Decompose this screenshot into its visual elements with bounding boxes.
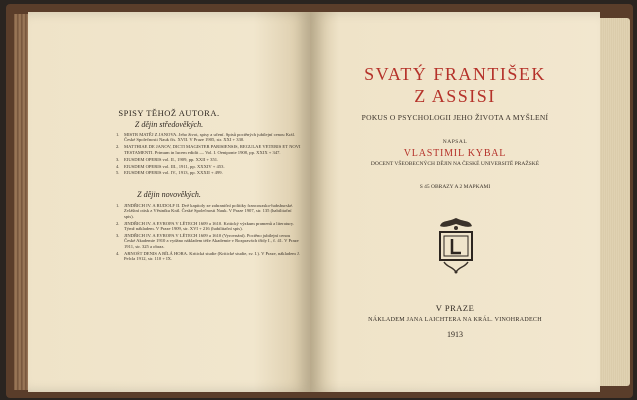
written-by-label: NAPSAL [442, 139, 468, 145]
list-item: 5. EIUSDEM OPERIS vol. IV., 1913, pp. XXXII + 499. [116, 170, 223, 176]
list-item: 4. EIUSDEM OPERIS vol. III., 1911, pp. XXXIV + 453. [116, 163, 225, 169]
author-name: VLASTIMIL KYBAL [403, 148, 507, 159]
list-item: 1. MISTR MATĚJ Z JANOVA. Jeho život, spisy a učení. Spisů poctěných jubilejní cenou Král. České Společnosti Nauk čís. XVII. V Praze 1905, str. XXI + 330. [116, 132, 296, 143]
medieval-works-list [116, 132, 302, 177]
modern-section-title: Z dějin novověkých. [137, 190, 201, 199]
list-item: 1. JINDŘICH IV. A RUDOLF II. Dvě kapitoly ze zahraniční politiky francouzsko-habsburské. Zvláštní otisk z Věstníku Král. České Společnosti Nauk. V Praze 1907, str. 135 (habilitační spis). [116, 203, 294, 219]
left-page-edge [14, 14, 28, 390]
publication-year: 1913 [447, 330, 463, 339]
left-page [28, 12, 310, 392]
title-page [310, 12, 600, 392]
publisher-emblem-icon [434, 216, 478, 276]
list-item: 3. EIUSDEM OPERIS vol. II., 1909, pp. XXII + 351. [116, 156, 219, 162]
publication-city: V PRAZE [435, 303, 475, 313]
book-title-line2: Z ASSISI [414, 86, 496, 106]
modern-works-list [116, 203, 302, 263]
medieval-section-title: Z dějin středověkých. [134, 120, 204, 129]
illustrations-note: S 45 OBRAZY A 2 MAPKAMI [419, 184, 491, 190]
author-role: DOCENT VŠEOBECNÝCH DĚJIN NA ČESKÉ UNIVERSITĚ PRAŽSKÉ [370, 161, 540, 167]
fore-edge [600, 18, 630, 386]
author-works-heading: SPISY TĚHOŽ AUTORA. [118, 108, 220, 118]
publisher-line: NÁKLADEM JANA LAICHTERA NA KRÁL. VINOHRADECH [368, 317, 542, 323]
open-book [6, 4, 633, 398]
list-item: 3. JINDŘICH IV. A EVROPA V LÉTECH 1609 a 1610 (Vyrovnání). Poctěno jubilejní cenou České Akademie 1910 a vydáno nákladem téže Akademie v Rozpravách třídy I., č. 41. V Praze 1911, str. 325 a obraz. [116, 233, 299, 249]
book-subtitle: POKUS O PSYCHOLOGII JEHO ŽIVOTA A MYŠLENÍ [361, 113, 549, 122]
book-title-line1: SVATÝ FRANTIŠEK [364, 64, 546, 84]
list-item: 4. ARNOŠT DENIS A BÍLÁ HORA. Kritická studie (Kritické studie, sv. I.). V Praze, nákladem J. Pelcla 1912, str. 110 + IX. [116, 250, 300, 262]
list-item: 2. MATTHIAE DE JANOV, DICTI MAGISTER PARISIENSIS, REGULAE VETERIS ET NOVI TESTAMENTI. Primum in lucem edidit — Vol. I. Oeniponte 1908, pp. XXIX + 347. [116, 144, 301, 155]
list-item: 2. JINDŘICH IV. A EVROPA V LÉTECH 1609 a 1610. Kritický výzkum pramenů a literatury. Týmž nákladem. V Praze 1909, str. XVI + 216 (habilitační spis). [116, 220, 294, 232]
